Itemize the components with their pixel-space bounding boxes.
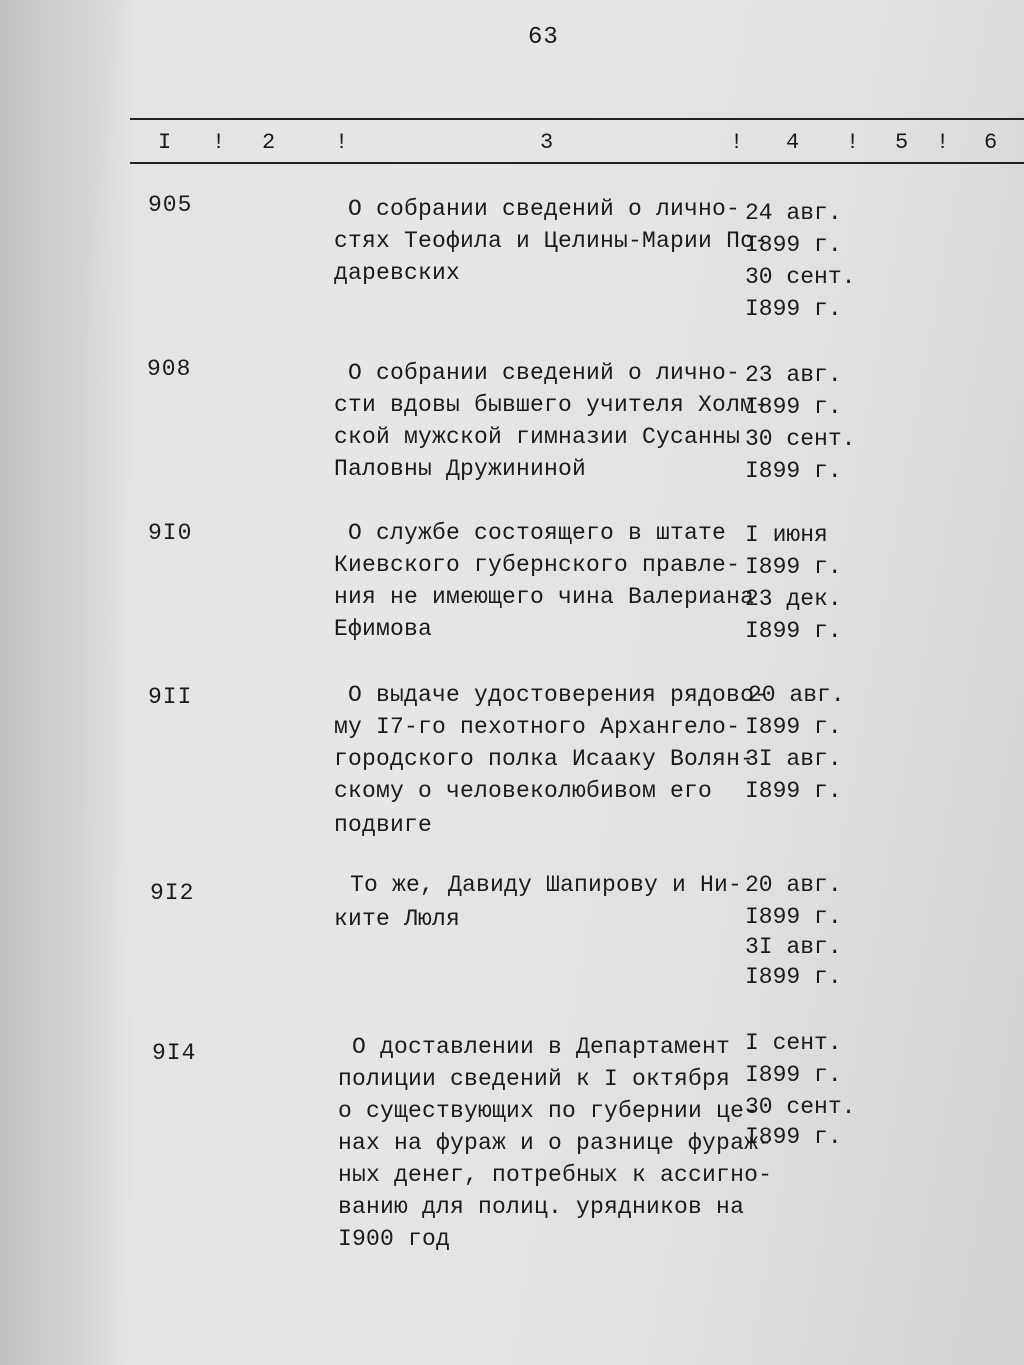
description-line: Ефимова: [334, 616, 433, 642]
date-line: I899 г.: [745, 296, 842, 322]
header-bottom-rule: [130, 162, 1024, 164]
date-line: 23 авг.: [745, 362, 842, 388]
description-line: нах на фураж и о разнице фураж-: [338, 1130, 773, 1156]
date-line: I899 г.: [745, 458, 842, 484]
description-line: О собрании сведений о лично-: [348, 196, 741, 222]
description-line: даревских: [334, 260, 461, 286]
date-line: 23 дек.: [745, 586, 842, 612]
date-line: I899 г.: [745, 232, 842, 258]
date-line: 20 авг.: [748, 682, 845, 708]
description-line: Паловны Дружининой: [334, 456, 587, 482]
description-line: о существующих по губернии це-: [338, 1098, 759, 1124]
column-separator: !: [730, 130, 744, 155]
row-number: 908: [147, 356, 192, 382]
description-line: сти вдовы бывшего учителя Холм-: [334, 392, 769, 418]
description-line: ской мужской гимназии Сусанны: [334, 424, 741, 450]
column-header-3: 3: [540, 130, 554, 155]
date-line: I899 г.: [745, 554, 842, 580]
description-line: городского полка Исааку Волян-: [334, 746, 755, 772]
description-line: ванию для полиц. урядников на: [338, 1194, 745, 1220]
column-separator: !: [936, 130, 950, 155]
row-number: 9I2: [150, 880, 195, 906]
description-line: скому о человеколюбивом его: [334, 778, 713, 804]
date-line: 3I авг.: [745, 746, 842, 772]
description-line: О собрании сведений о лично-: [348, 360, 741, 386]
column-header-1: I: [158, 130, 172, 155]
column-header-4: 4: [786, 130, 800, 155]
date-line: I сент.: [745, 1030, 842, 1056]
column-header-2: 2: [262, 130, 276, 155]
column-separator: !: [335, 130, 349, 155]
description-line: полиции сведений к I октября: [338, 1066, 731, 1092]
row-number: 9II: [148, 684, 193, 710]
description-line: ките Люля: [334, 906, 461, 932]
row-number: 905: [148, 192, 193, 218]
description-line: О доставлении в Департамент: [352, 1034, 731, 1060]
description-line: О службе состоящего в штате: [348, 520, 727, 546]
date-line: I июня: [745, 522, 828, 548]
date-line: I899 г.: [745, 904, 842, 930]
date-line: I899 г.: [745, 394, 842, 420]
binding-shadow: [0, 0, 135, 1365]
row-number: 9I0: [148, 520, 193, 546]
description-line: стях Теофила и Целины-Марии По-: [334, 228, 769, 254]
date-line: 20 авг.: [745, 872, 842, 898]
column-separator: !: [212, 130, 226, 155]
date-line: I899 г.: [745, 618, 842, 644]
date-line: 30 сент.: [745, 426, 856, 452]
page-number: 63: [528, 24, 559, 51]
date-line: I899 г.: [745, 1124, 842, 1150]
date-line: I899 г.: [745, 1062, 842, 1088]
date-line: I899 г.: [745, 964, 842, 990]
row-number: 9I4: [152, 1040, 197, 1066]
description-line: Киевского губернского правле-: [334, 552, 741, 578]
description-line: му I7-го пехотного Архангело-: [334, 714, 741, 740]
description-line: I900 год: [338, 1226, 451, 1252]
description-line: ния не имеющего чина Валериана: [334, 584, 755, 610]
date-line: 24 авг.: [745, 200, 842, 226]
date-line: I899 г.: [745, 714, 842, 740]
description-line: То же, Давиду Шапирову и Ни-: [350, 872, 743, 898]
date-line: 3I авг.: [745, 934, 842, 960]
column-header-6: 6: [984, 130, 998, 155]
column-header-5: 5: [895, 130, 909, 155]
description-line: О выдаче удостоверения рядово-: [348, 682, 769, 708]
header-top-rule: [130, 118, 1024, 120]
date-line: 30 сент.: [745, 264, 856, 290]
date-line: I899 г.: [745, 778, 842, 804]
column-separator: !: [846, 130, 860, 155]
date-line: 30 сент.: [745, 1094, 856, 1120]
description-line: ных денег, потребных к ассигно-: [338, 1162, 773, 1188]
description-line: подвиге: [334, 812, 433, 838]
